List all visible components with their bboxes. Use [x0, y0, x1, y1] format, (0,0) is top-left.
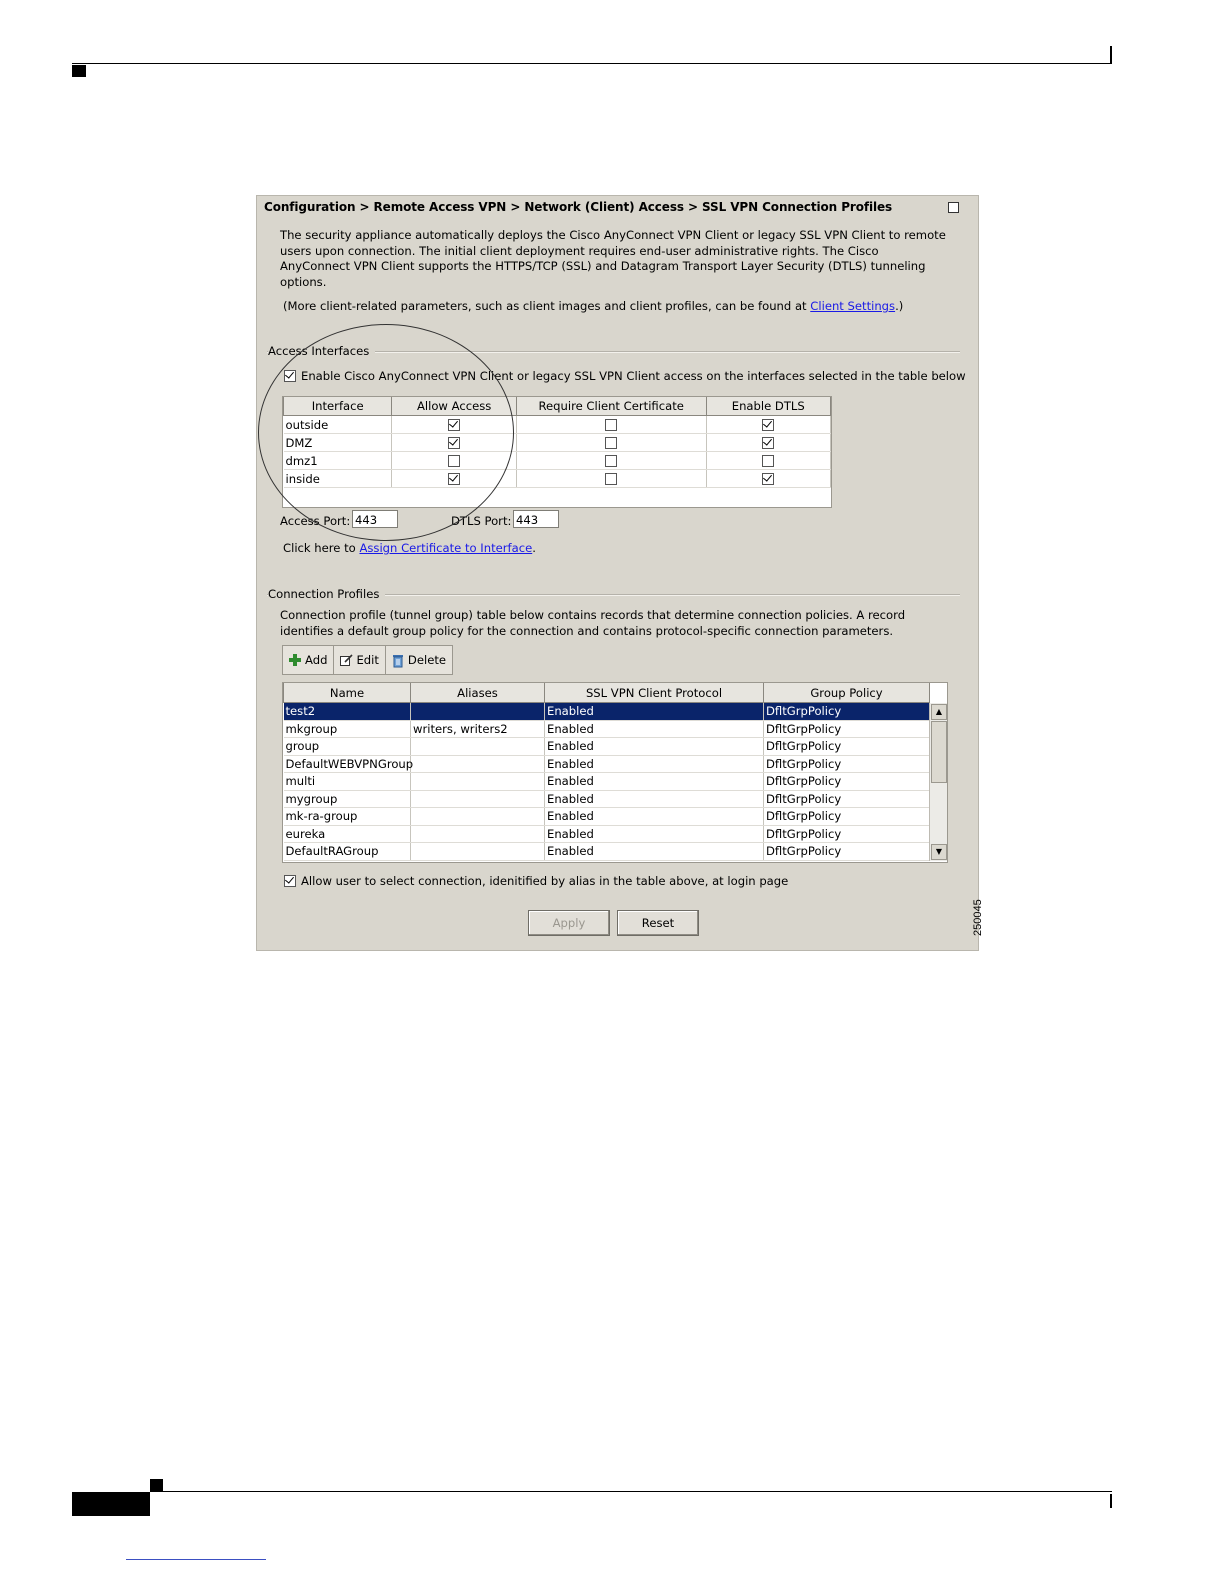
add-icon [289, 654, 301, 666]
profile-name: DefaultRAGroup [284, 843, 411, 861]
enable-dtls-checkbox-cell [706, 470, 830, 488]
profile-aliases [411, 773, 545, 791]
allow-access-checkbox-cell [392, 416, 516, 434]
require-cert-checkbox-cell [516, 434, 706, 452]
profile-group-policy: DfltGrpPolicy [764, 755, 930, 773]
assign-certificate-link[interactable]: Assign Certificate to Interface [359, 541, 533, 555]
interfaces-table [282, 396, 832, 508]
profile-protocol: Enabled [545, 843, 764, 861]
allow-access-checkbox-cell [392, 452, 516, 470]
ssl-vpn-connection-profiles-panel [256, 195, 979, 951]
profile-name: mygroup [284, 790, 411, 808]
footer-tick [1110, 1494, 1112, 1508]
allow-access-checkbox[interactable] [448, 455, 460, 467]
header-tick [1110, 46, 1112, 64]
assign-cert-suffix: . [532, 541, 536, 555]
connection-profiles-table [282, 682, 948, 863]
footer-link-underline[interactable] [126, 1559, 266, 1560]
scroll-down-icon[interactable]: ▼ [931, 844, 947, 860]
table-row[interactable] [284, 843, 930, 861]
connection-profiles-legend: Connection Profiles [268, 587, 385, 601]
profile-aliases [411, 843, 545, 861]
table-row[interactable] [284, 703, 930, 721]
table-row[interactable] [284, 825, 930, 843]
column-header-aliases[interactable]: Aliases [411, 683, 545, 703]
table-row[interactable] [284, 808, 930, 826]
profile-name: multi [284, 773, 411, 791]
interface-row[interactable] [284, 434, 831, 452]
connection-profiles-description: Connection profile (tunnel group) table below contains records that determine connection policies. A record identifies a default group policy for the connection and contains protocol-specific connection parameters. [280, 608, 906, 638]
column-header-group-policy[interactable]: Group Policy [764, 683, 930, 703]
client-settings-link[interactable]: Client Settings [810, 299, 896, 313]
interface-name: DMZ [284, 434, 392, 452]
profile-protocol: Enabled [545, 790, 764, 808]
edit-button-label: Edit [356, 653, 379, 667]
allow-access-checkbox-cell [392, 470, 516, 488]
require-cert-checkbox[interactable] [605, 473, 617, 485]
more-info-text [283, 299, 903, 313]
column-header-protocol[interactable]: SSL VPN Client Protocol [545, 683, 764, 703]
interface-name: dmz1 [284, 452, 392, 470]
profile-aliases [411, 808, 545, 826]
enable-access-checkbox[interactable] [284, 370, 296, 382]
footer-rule [150, 1491, 1112, 1492]
vertical-scrollbar[interactable] [929, 703, 947, 861]
scrollbar-thumb[interactable] [931, 721, 947, 783]
profile-name: eureka [284, 825, 411, 843]
dtls-port-label: DTLS Port: [451, 514, 512, 528]
profile-protocol: Enabled [545, 825, 764, 843]
edit-icon [340, 654, 352, 666]
apply-button[interactable]: Apply [528, 910, 610, 936]
profile-protocol: Enabled [545, 703, 764, 721]
profile-group-policy: DfltGrpPolicy [764, 843, 930, 861]
footer-marker [72, 1492, 150, 1516]
profile-protocol: Enabled [545, 720, 764, 738]
footer-marker-small [150, 1479, 163, 1492]
allow-access-checkbox[interactable] [448, 473, 460, 485]
interface-name: inside [284, 470, 392, 488]
add-button-label: Add [305, 653, 328, 667]
column-header-interface[interactable]: Interface [284, 397, 392, 416]
require-cert-checkbox[interactable] [605, 455, 617, 467]
more-info-suffix: .) [895, 299, 904, 313]
profile-group-policy: DfltGrpPolicy [764, 825, 930, 843]
enable-access-label: Enable Cisco AnyConnect VPN Client or legacy SSL VPN Client access on the interfaces selected in the table below [301, 369, 966, 383]
profiles-toolbar [282, 645, 453, 675]
profile-protocol: Enabled [545, 755, 764, 773]
table-row[interactable] [284, 720, 930, 738]
enable-dtls-checkbox[interactable] [762, 455, 774, 467]
require-cert-checkbox-cell [516, 452, 706, 470]
profile-group-policy: DfltGrpPolicy [764, 808, 930, 826]
profile-protocol: Enabled [545, 738, 764, 756]
enable-dtls-checkbox[interactable] [762, 473, 774, 485]
maximize-icon[interactable] [948, 202, 959, 213]
profile-name: mkgroup [284, 720, 411, 738]
interface-row[interactable] [284, 452, 831, 470]
require-cert-checkbox-cell [516, 416, 706, 434]
allow-select-label: Allow user to select connection, idenitified by alias in the table above, at login page [301, 874, 789, 888]
access-port-label: Access Port: [280, 514, 351, 528]
enable-access-row [284, 369, 966, 383]
header-marker [72, 65, 86, 77]
edit-button[interactable] [334, 646, 385, 674]
profile-protocol: Enabled [545, 773, 764, 791]
profile-aliases [411, 703, 545, 721]
allow-access-checkbox-cell [392, 434, 516, 452]
delete-button[interactable] [386, 646, 452, 674]
access-port-input[interactable]: 443 [352, 510, 398, 528]
header-rule [72, 63, 1112, 64]
assign-cert-text [283, 541, 536, 555]
allow-access-checkbox[interactable] [448, 419, 460, 431]
require-cert-checkbox[interactable] [605, 419, 617, 431]
profile-aliases [411, 755, 545, 773]
table-row[interactable] [284, 755, 930, 773]
profile-aliases: writers, writers2 [411, 720, 545, 738]
add-button[interactable] [283, 646, 334, 674]
column-header-allow-access[interactable]: Allow Access [392, 397, 516, 416]
profile-name: test2 [284, 703, 411, 721]
profile-aliases [411, 790, 545, 808]
dtls-port-input[interactable]: 443 [513, 510, 559, 528]
profile-group-policy: DfltGrpPolicy [764, 720, 930, 738]
profile-name: group [284, 738, 411, 756]
profile-protocol: Enabled [545, 808, 764, 826]
access-interfaces-legend: Access Interfaces [268, 344, 375, 358]
enable-dtls-checkbox[interactable] [762, 437, 774, 449]
panel-description: The security appliance automatically deploys the Cisco AnyConnect VPN Client or legacy SSL VPN Client to remote users upon connection. The initial client deployment requires end-user administrative rights. The Cisco AnyConnect VPN Client supports the HTTPS/TCP (SSL) and Datagram Transport Layer Security (DTLS) tunneling options. [280, 228, 946, 289]
profile-aliases [411, 825, 545, 843]
profile-group-policy: DfltGrpPolicy [764, 790, 930, 808]
column-header-require-cert[interactable]: Require Client Certificate [516, 397, 706, 416]
interface-name: outside [284, 416, 392, 434]
delete-button-label: Delete [407, 653, 446, 667]
profile-group-policy: DfltGrpPolicy [764, 773, 930, 791]
allow-select-checkbox[interactable] [284, 875, 296, 887]
profile-aliases [411, 738, 545, 756]
enable-dtls-checkbox[interactable] [762, 419, 774, 431]
require-cert-checkbox-cell [516, 470, 706, 488]
table-row[interactable] [284, 738, 930, 756]
figure-id: 250045 [972, 899, 984, 936]
allow-access-checkbox[interactable] [448, 437, 460, 449]
trash-icon [392, 654, 404, 666]
interface-row[interactable] [284, 416, 831, 434]
column-header-name[interactable]: Name [284, 683, 411, 703]
allow-select-row [284, 874, 788, 888]
enable-dtls-checkbox-cell [706, 452, 830, 470]
profile-name: mk-ra-group [284, 808, 411, 826]
column-header-enable-dtls[interactable]: Enable DTLS [706, 397, 830, 416]
table-row[interactable] [284, 773, 930, 791]
scroll-up-icon[interactable]: ▲ [931, 704, 947, 720]
require-cert-checkbox[interactable] [605, 437, 617, 449]
table-row[interactable] [284, 790, 930, 808]
assign-cert-prefix: Click here to [283, 541, 360, 555]
enable-dtls-checkbox-cell [706, 434, 830, 452]
breadcrumb: Configuration > Remote Access VPN > Network (Client) Access > SSL VPN Connection Profiles [264, 200, 893, 214]
more-info-prefix: (More client-related parameters, such as client images and client profiles, can be found at [283, 299, 811, 313]
profile-name: DefaultWEBVPNGroup [285, 756, 414, 771]
reset-button[interactable]: Reset [617, 910, 699, 936]
interface-row[interactable] [284, 470, 831, 488]
enable-dtls-checkbox-cell [706, 416, 830, 434]
profile-group-policy: DfltGrpPolicy [764, 738, 930, 756]
profile-group-policy: DfltGrpPolicy [764, 703, 930, 721]
